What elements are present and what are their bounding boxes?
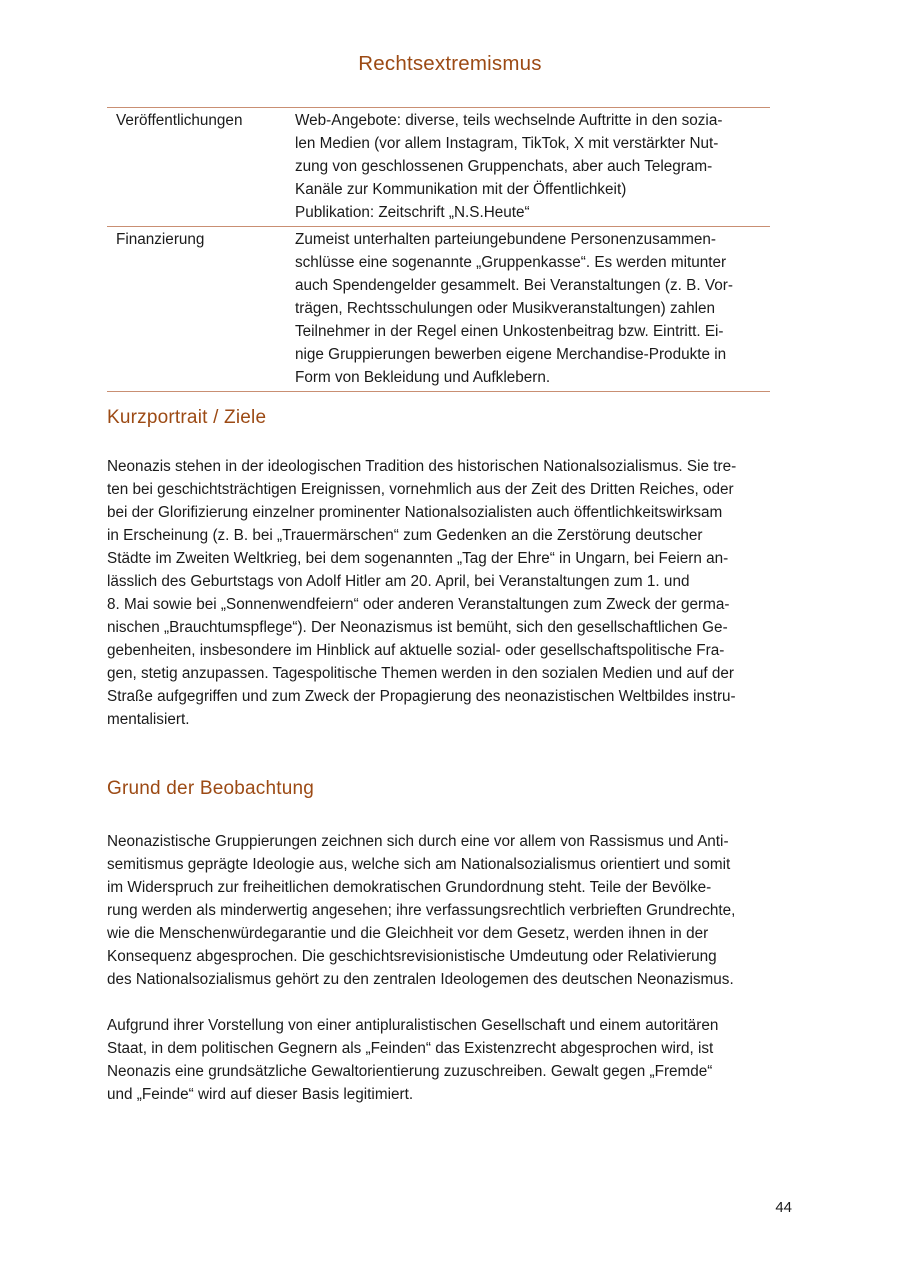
text-line: Publikation: Zeitschrift „N.S.Heute“ xyxy=(295,204,530,221)
text-line: in Erscheinung (z. B. bei „Trauermärschen“ zum Gedenken an die Zerstörung deutscher xyxy=(107,527,703,544)
page-number: 44 xyxy=(775,1199,792,1216)
text-line: lässlich des Geburtstags von Adolf Hitler am 20. April, bei Veranstaltungen zum 1. und xyxy=(107,573,690,590)
text-line: auch Spendengelder gesammelt. Bei Veranstaltungen (z. B. Vor- xyxy=(295,277,733,294)
text-line: rung werden als minderwertig angesehen; ihre verfassungsrechtlich verbrieften Grundrechte, xyxy=(107,902,736,919)
text-line: zung von geschlossenen Gruppenchats, aber auch Telegram- xyxy=(295,158,713,175)
text-line: semitismus geprägte Ideologie aus, welche sich am Nationalsozialismus orientiert und somit xyxy=(107,856,731,873)
text-line: Konsequenz abgesprochen. Die geschichtsrevisionistische Umdeutung oder Relativierung xyxy=(107,948,717,965)
row-label: Veröffentlichungen xyxy=(116,112,243,129)
text-line: Neonazis stehen in der ideologischen Tradition des historischen Nationalsozialismus. Sie tre- xyxy=(107,458,737,475)
text-line: Aufgrund ihrer Vorstellung von einer antipluralistischen Gesellschaft und einem autoritären xyxy=(107,1017,719,1034)
text-line: gebenheiten, insbesondere im Hinblick auf aktuelle sozial- oder gesellschaftspolitische Fra- xyxy=(107,642,725,659)
row-label: Finanzierung xyxy=(116,231,205,248)
text-line: schlüsse eine sogenannte „Gruppenkasse“. Es werden mitunter xyxy=(295,254,727,271)
text-line: ten bei geschichtsträchtigen Ereignissen, vornehmlich aus der Zeit des Dritten Reiches, oder xyxy=(107,481,734,498)
text-line: nischen „Brauchtumspflege“). Der Neonazismus ist bemüht, sich den gesellschaftlichen Ge- xyxy=(107,619,728,636)
grund-paragraph-1 xyxy=(107,830,797,991)
text-line: Form von Bekleidung und Aufklebern. xyxy=(295,369,551,386)
text-line: Teilnehmer in der Regel einen Unkostenbeitrag bzw. Eintritt. Ei- xyxy=(295,323,724,340)
text-line: Zumeist unterhalten parteiungebundene Personenzusammen- xyxy=(295,231,716,248)
text-line: Neonazis eine grundsätzliche Gewaltorientierung zuzuschreiben. Gewalt gegen „Fremde“ xyxy=(107,1063,713,1080)
text-line: Straße aufgegriffen und zum Zweck der Propagierung des neonazistischen Weltbildes instru- xyxy=(107,688,736,705)
row-value xyxy=(286,108,770,227)
text-line: mentalisiert. xyxy=(107,711,190,728)
table-row xyxy=(107,227,770,392)
text-line: gen, stetig anzupassen. Tagespolitische Themen werden in den sozialen Medien und auf der xyxy=(107,665,735,682)
page-title: Rechtsextremismus xyxy=(358,52,542,75)
kurzportrait-paragraph xyxy=(107,455,797,731)
text-line: Staat, in dem politischen Gegnern als „Feinden“ das Existenzrecht abgesprochen wird, ist xyxy=(107,1040,714,1057)
grund-paragraph-2 xyxy=(107,1014,797,1106)
text-line: bei der Glorifizierung einzelner prominenter Nationalsozialisten auch öffentlichkeitswirksam xyxy=(107,504,723,521)
text-line: im Widerspruch zur freiheitlichen demokratischen Grundordnung steht. Teile der Bevölke- xyxy=(107,879,712,896)
text-line: len Medien (vor allem Instagram, TikTok, X mit verstärkter Nut- xyxy=(295,135,719,152)
table-row xyxy=(107,108,770,227)
section-heading-grund: Grund der Beobachtung xyxy=(107,778,315,799)
text-line: Städte im Zweiten Weltkrieg, bei dem sogenannten „Tag der Ehre“ in Ungarn, bei Feiern an- xyxy=(107,550,729,567)
text-line: nige Gruppierungen bewerben eigene Merchandise-Produkte in xyxy=(295,346,727,363)
text-line: 8. Mai sowie bei „Sonnenwendfeiern“ oder anderen Veranstaltungen zum Zweck der germa- xyxy=(107,596,730,613)
info-table xyxy=(107,107,770,392)
text-line: trägen, Rechtsschulungen oder Musikveranstaltungen) zahlen xyxy=(295,300,716,317)
text-line: wie die Menschenwürdegarantie und die Gleichheit vor dem Gesetz, werden ihnen in der xyxy=(107,925,709,942)
text-line: und „Feinde“ wird auf dieser Basis legitimiert. xyxy=(107,1086,414,1103)
row-value xyxy=(286,227,770,392)
text-line: Neonazistische Gruppierungen zeichnen sich durch eine vor allem von Rassismus und Anti- xyxy=(107,833,729,850)
text-line: des Nationalsozialismus gehört zu den zentralen Ideologemen des deutschen Neonazismus. xyxy=(107,971,734,988)
text-line: Web-Angebote: diverse, teils wechselnde Auftritte in den sozia- xyxy=(295,112,723,129)
section-heading-kurzportrait: Kurzportrait / Ziele xyxy=(107,407,267,428)
text-line: Kanäle zur Kommunikation mit der Öffentlichkeit) xyxy=(295,181,627,198)
